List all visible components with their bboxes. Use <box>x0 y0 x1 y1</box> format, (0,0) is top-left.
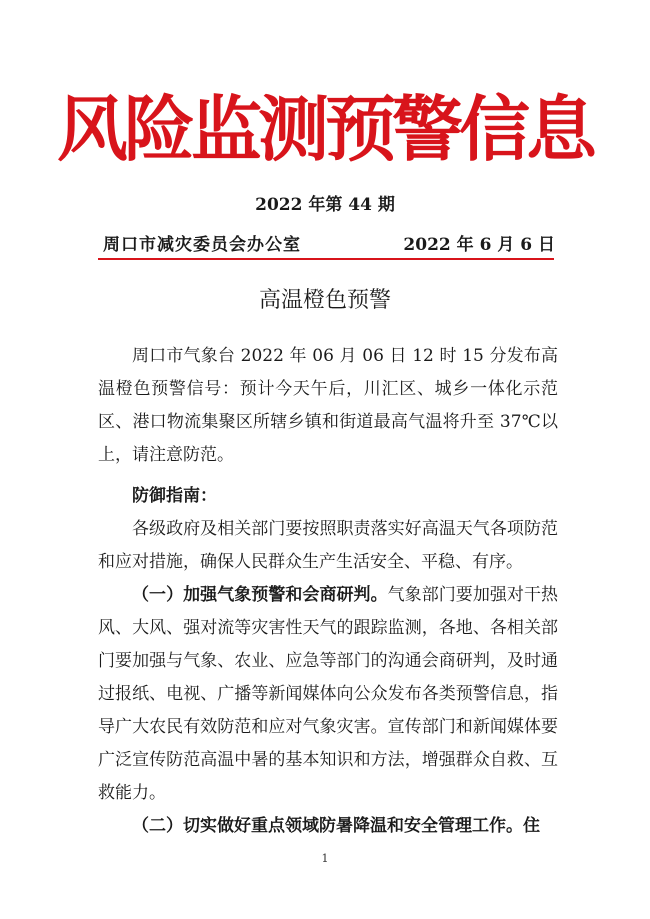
item-1-lead: （一）加强气象预警和会商研判。 <box>132 585 388 605</box>
paragraph-item-1 <box>98 579 558 810</box>
document-title: 高温橙色预警 <box>258 288 391 313</box>
issuer-date-row <box>103 234 555 256</box>
issuer-name: 周口市减灾委员会办公室 <box>103 235 301 255</box>
issue-number: 2022 年第 44 期 <box>255 195 395 215</box>
issue-date: 2022 年 6 月 6 日 <box>403 235 555 255</box>
paragraph-general: 各级政府及相关部门要按照职责落实好高温天气各项防范和应对措施，确保人民群众生产生活安全、平稳、有序。 <box>98 519 558 572</box>
paragraph-item-2 <box>98 810 558 843</box>
guide-heading: 防御指南： <box>132 486 217 506</box>
paragraph-warning: 周口市气象台 2022 年 06 月 06 日 12 时 15 分发布高温橙色预警信号：预计今天午后，川汇区、城乡一体化示范区、港口物流集聚区所辖乡镇和街道最高气温将升至 37℃以上，请注意防范。 <box>98 346 558 465</box>
item-1-body: 气象部门要加强对干热风、大风、强对流等灾害性天气的跟踪监测，各地、各相关部门要加强与气象、农业、应急等部门的沟通会商研判，及时通过报纸、电视、广播等新闻媒体向公众发布各类预警信息，指导广大农民有效防范和应对气象灾害。宣传部门和新闻媒体要广泛宣传防范高温中暑的基本知识和方法，增强群众自救、互救能力。 <box>98 585 558 803</box>
red-divider <box>98 258 554 260</box>
document-body <box>98 340 558 843</box>
item-2-lead: （二）切实做好重点领域防暑降温和安全管理工作。住 <box>132 816 540 836</box>
page-number: 1 <box>321 852 329 865</box>
masthead-title: 风险监测预警信息 <box>56 87 593 171</box>
